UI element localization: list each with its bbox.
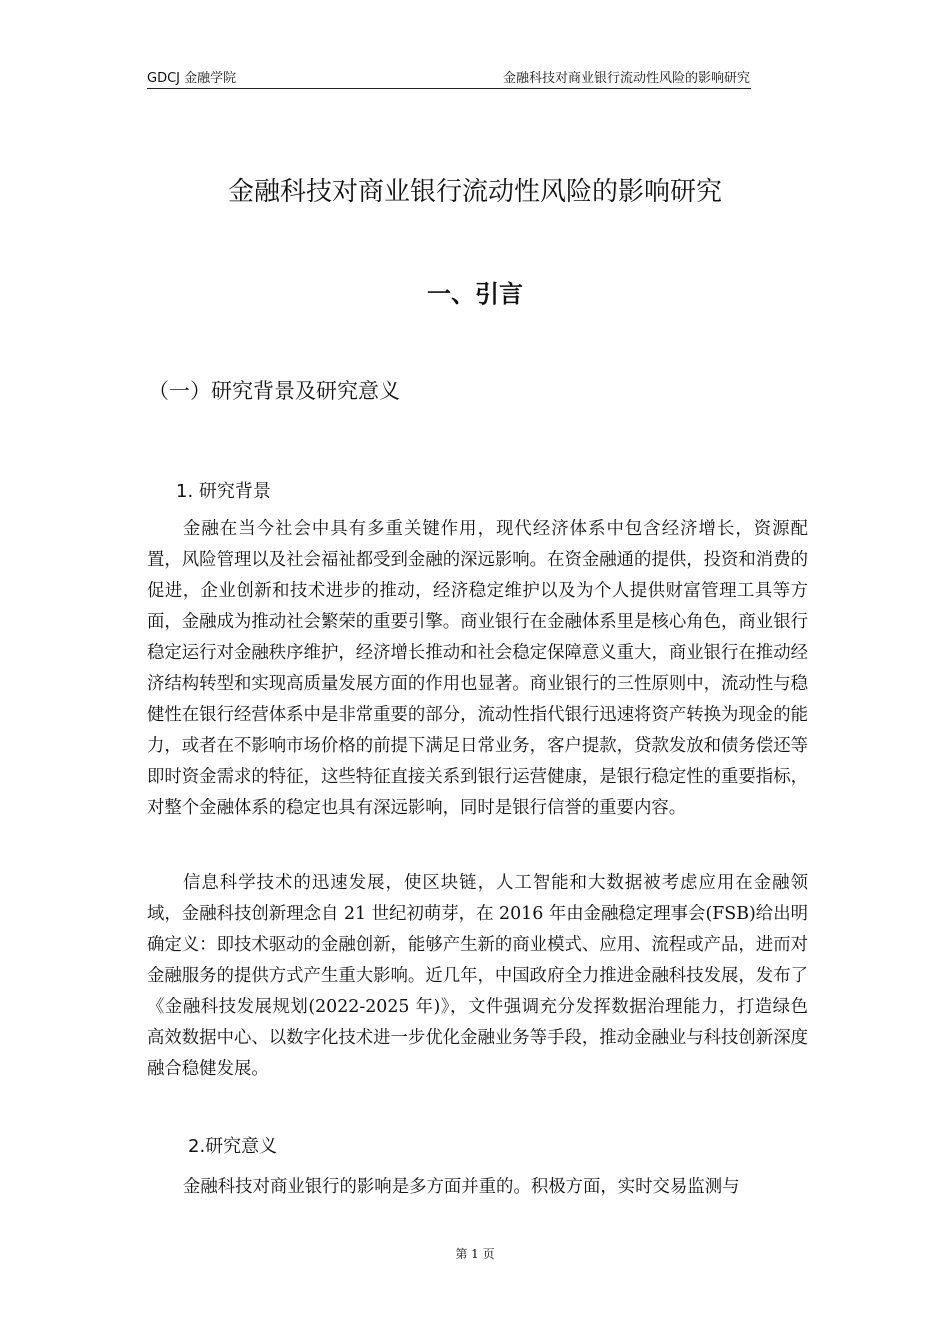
page-number: 第 1 页 [455,1247,495,1261]
paragraph-significance-1: 金融科技对商业银行的影响是多方面并重的。积极方面，实时交易监测与 [183,1177,740,1197]
header-left-text: GDCJ 金融学院 [147,71,237,86]
chapter-heading: 一、引言 [427,280,523,308]
paragraph-background-1: 金融在当今社会中具有多重关键作用，现代经济体系中包含经济增长，资源配置，风险管理以及社会福祉都受到金融的深远影响。在资金融通的提供，投资和消费的促进，企业创新和技术进步的推动，经济稳定维护以及为个人提供财富管理工具等方面，金融成为推动社会繁荣的重要引擎。商业银行在金融体系里是核心角色，商业银行稳定运行对金融秩序维护，经济增长推动和社会稳定保障意义重大，商业银行在推动经济结构转型和实现高质量发展方面的作用也显著。商业银行的三性原则中，流动性与稳健性在银行经营体系中是非常重要的部分，流动性指代银行迅速将资产转换为现金的能力，或者在不影响市场价格的前提下满足日常业务，客户提款，贷款发放和债务偿还等即时资金需求的特征，这些特征直接关系到银行运营健康，是银行稳定性的重要指标，对整个金融体系的稳定也具有深远影响，同时是银行信誉的重要内容。 [147,519,808,818]
subsection-heading-background: 1. 研究背景 [176,481,271,502]
header-divider [147,88,751,89]
document-title: 金融科技对商业银行流动性风险的影响研究 [227,177,722,207]
header-right-text: 金融科技对商业银行流动性风险的影响研究 [502,71,750,86]
section-heading: （一）研究背景及研究意义 [148,379,400,403]
paragraph-background-2: 信息科学技术的迅速发展，使区块链，人工智能和大数据被考虑应用在金融领域，金融科技创新理念自 21 世纪初萌芽，在 2016 年由金融稳定理事会(FSB)给出明确定义：即技术驱动的金融创新，能够产生新的商业模式、应用、流程或产品，进而对金融服务的提供方式产生重大影响。近几年，中国政府全力推进金融科技发展，发布了《金融科技发展规划(2022-2025 年)》，文件强调充分发挥数据治理能力，打造绿色高效数据中心、以数字化技术进一步优化金融业务等手段，推动金融业与科技创新深度融合稳健发展。 [147,873,808,1079]
subsection-heading-significance: 2.研究意义 [188,1136,278,1157]
